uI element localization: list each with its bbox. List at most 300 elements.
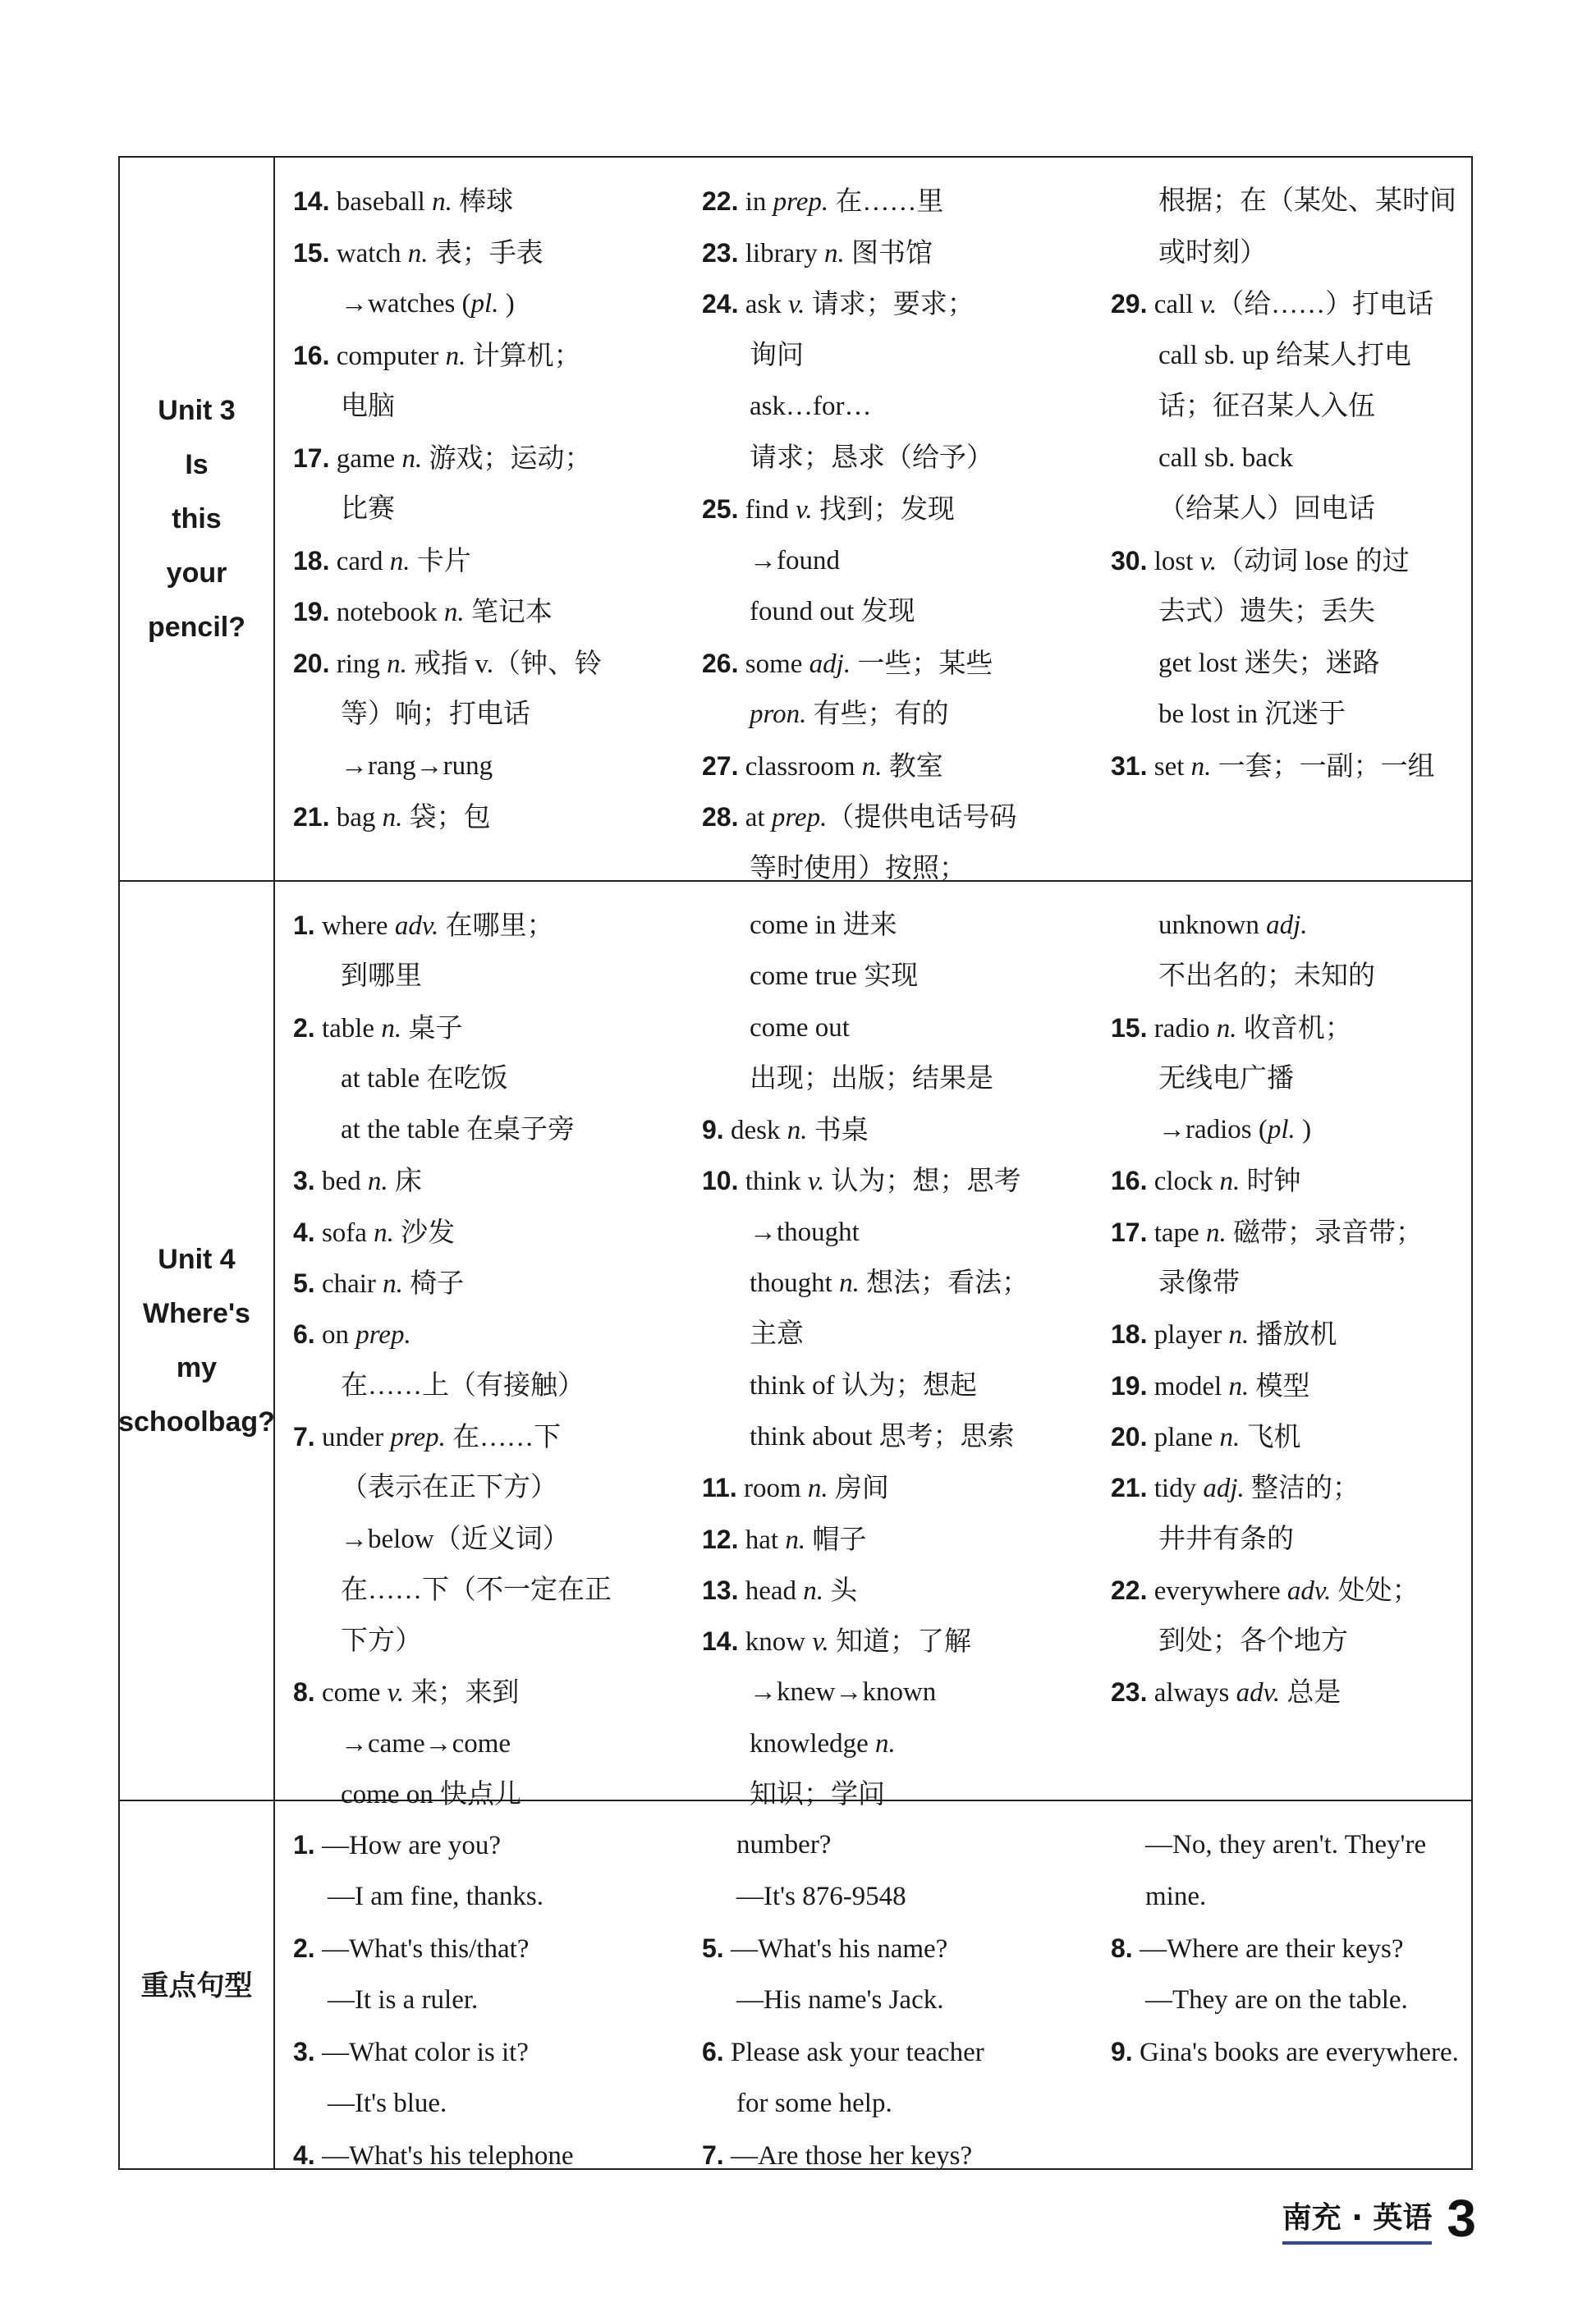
entry-line [702,484,1088,535]
entry-text: at the table 在桌子旁 [341,1115,576,1145]
entry-line [702,1104,1088,1155]
entry-line [293,1718,679,1769]
entry-number: 27. [702,750,739,781]
part-of-speech: n. [839,1268,860,1299]
entry-number: 3. [293,2037,315,2066]
entry-line [1111,689,1472,741]
row-label-line: Is [185,449,209,480]
entry-line [702,2078,1088,2130]
entry-line [1111,1819,1472,1871]
entry-number: 14. [293,186,330,216]
entry-number: 16. [1111,1166,1148,1196]
part-of-speech: adj. [1266,910,1308,940]
entry-line [293,791,679,843]
entry-meaning: 一套；一副；一组 [1211,751,1435,782]
key-sentences-row [120,1801,1471,2170]
entry-word: —How are you? [314,1831,502,1860]
entry-text: 电脑 [341,392,395,421]
row-label-line: Unit 3 [158,395,236,426]
entry-line [1111,1616,1472,1667]
entry-line [702,433,1088,484]
entry-line [702,1819,1088,1871]
entry-number: 17. [293,443,330,473]
entry-text: 等）响；打电话 [341,699,530,729]
entry-meaning: 帽子 [805,1525,867,1555]
part-of-speech: n. [807,1474,828,1504]
entry-word: in [738,187,773,217]
entry-number: 23. [1111,1677,1148,1708]
entry-line [702,1258,1088,1309]
entry-line [1111,433,1472,484]
entry-meaning: 游戏；运动； [422,443,592,474]
entry-text: （表示在正下方） [341,1473,557,1503]
entry-word: baseball [329,187,433,217]
part-of-speech: adj. [1203,1474,1245,1504]
entry-text: 主意 [750,1319,804,1350]
entry-word: library [738,238,824,268]
entry-meaning: 模型 [1249,1371,1310,1401]
entry-word: Gina's books are everywhere. [1132,2038,1459,2067]
entry-line [702,2026,1088,2078]
entry-line [702,1360,1088,1411]
part-of-speech: n. [374,1218,394,1248]
entry-number: 7. [702,2140,724,2170]
part-of-speech: n. [443,598,465,627]
footer-title: 南充 · 英语 [1282,2195,1433,2245]
entry-line [293,1104,679,1155]
entry-text: 知识；学问 [750,1780,885,1810]
entry-number: 9. [1111,2037,1133,2066]
entry-line [702,176,1088,227]
entry-line [1111,381,1472,433]
entry-word: —Where are their keys? [1132,1934,1404,1964]
entry-text: unknown [1158,910,1267,940]
entry-text: call sb. up 给某人打电 [1158,340,1411,370]
entry-line [702,2130,1088,2181]
part-of-speech: n. [875,1728,896,1759]
entry-number: 22. [1111,1575,1148,1605]
entry-word: room [736,1474,808,1504]
entry-number: 8. [1111,1933,1133,1963]
entry-line [293,638,679,690]
entry-text: think of 认为；想起 [750,1370,977,1401]
entry-line [702,638,1088,690]
entry-number: 18. [1111,1319,1148,1350]
entry-meaning: 在……里 [828,187,944,217]
part-of-speech: n. [401,443,423,474]
entry-word: ring [329,649,388,679]
entry-number: 16. [293,340,330,370]
entry-line [293,1974,679,2026]
part-of-speech: n. [389,546,410,576]
entry-text: 话；征召某人入伍 [1158,392,1375,421]
entry-line [293,330,679,382]
entry-line [1111,1155,1472,1206]
entry-line [293,1309,679,1360]
entry-word: lost [1147,546,1200,576]
entry-line [293,381,679,433]
entry-line [702,1462,1088,1513]
unit3-col1 [293,176,679,843]
row-label-line: my [176,1352,218,1383]
entry-text: →radios ( [1158,1115,1268,1145]
entry-meaning: 整洁的； [1244,1474,1360,1504]
entry-line [293,2130,679,2181]
part-of-speech: n. [1216,1013,1237,1043]
unit4-row [118,882,1471,1810]
entry-meaning: （动词 lose 的过 [1217,546,1410,576]
entry-meaning: 处处； [1331,1575,1419,1606]
sentences-col2 [702,1819,1088,2181]
entry-text: 井井有条的 [1158,1524,1294,1554]
part-of-speech: v. [387,1678,405,1708]
entry-meaning: （给……）打电话 [1217,290,1434,319]
entry-number: 22. [702,186,739,216]
entry-line [702,1053,1088,1104]
entry-meaning: 磁带；录音带； [1226,1218,1423,1248]
entry-number: 13. [702,1575,739,1605]
row-label-line: 重点句型 [140,1969,253,2002]
entry-number: 28. [702,802,739,832]
entry-number: 26. [702,648,739,678]
entry-meaning: 在哪里； [438,911,554,941]
entry-meaning: 床 [388,1167,422,1197]
entry-number: 21. [1111,1473,1148,1503]
entry-line [293,1565,679,1616]
entry-meaning: ) [498,289,515,319]
entry-meaning: 一些；某些 [851,649,993,679]
part-of-speech: v. [1199,546,1218,576]
entry-word: find [738,495,796,525]
entry-word: under [314,1422,391,1452]
entry-word: hat [738,1525,786,1555]
entry-text: thought [750,1268,840,1299]
entry-word: desk [723,1116,787,1146]
entry-word: sofa [314,1218,374,1248]
entry-line [293,689,679,741]
entry-text: 录像带 [1158,1268,1240,1299]
entry-number: 20. [1111,1421,1148,1452]
entry-line [702,1411,1088,1462]
entry-line [702,1871,1088,1923]
entry-number: 1. [293,910,315,940]
entry-text: come on 快点儿 [341,1780,521,1810]
entry-number: 6. [702,2037,724,2066]
entry-line [702,586,1088,638]
entry-word: call [1147,290,1200,319]
entry-line [293,2078,679,2130]
entry-line [1111,900,1472,951]
entry-word: computer [329,341,446,371]
part-of-speech: n. [381,1013,402,1043]
entry-text: for some help. [736,2089,892,2118]
part-of-speech: n. [1219,1422,1241,1452]
entry-word: card [329,546,390,576]
entry-number: 19. [1111,1370,1148,1401]
entry-word: some [738,649,809,679]
entry-number: 25. [702,494,739,524]
entry-text: —His name's Jack. [736,1985,944,2015]
entry-line [702,1514,1088,1565]
entry-line [1111,176,1472,227]
unit4-label [120,882,275,1800]
entry-word: clock [1147,1167,1220,1197]
entry-word: —What's his name? [723,1934,948,1964]
entry-meaning: 书桌 [807,1116,869,1146]
entry-number: 6. [293,1319,315,1350]
entry-word: chair [314,1269,383,1300]
unit4-col3 [1111,900,1472,1718]
entry-number: 23. [702,237,739,268]
entry-line [293,1360,679,1411]
unit4-col2 [702,900,1088,1820]
entry-line [702,1155,1088,1206]
entry-number: 24. [702,289,739,319]
entry-text: →thought [750,1217,860,1247]
entry-text: 根据；在（某处、某时间 [1158,186,1456,216]
entry-meaning: 椅子 [402,1269,465,1300]
row-label-line: your [166,557,227,589]
entry-meaning: 收音机； [1236,1013,1352,1043]
entry-word: tidy [1147,1474,1204,1504]
entry-text: found out 发现 [750,597,915,626]
unit3-row [120,158,1471,882]
entry-word: player [1147,1320,1229,1351]
entry-number: 4. [293,2140,315,2170]
entry-text: —It's blue. [328,2089,447,2118]
entry-line [293,227,679,279]
entry-meaning: 教室 [882,751,943,782]
entry-line [1111,1514,1472,1565]
part-of-speech: n. [1205,1218,1227,1248]
key-sentences-label [120,1801,275,2170]
entry-word: radio [1147,1013,1217,1043]
entry-line [1111,1974,1472,2026]
entry-meaning: （提供电话号码 [827,803,1017,832]
part-of-speech: prep. [355,1320,411,1351]
entry-line [702,741,1088,792]
part-of-speech: n. [367,1167,388,1197]
entry-text: →rang→rung [341,750,493,781]
entry-line [293,900,679,951]
entry-meaning: 戒指 v.（钟、铃 [406,649,603,679]
part-of-speech: prep. [773,187,829,217]
entry-meaning: 在……下 [445,1422,562,1452]
entry-meaning: 计算机； [466,341,581,371]
entry-line [1111,1667,1472,1718]
entry-text: 无线电广播 [1158,1063,1294,1094]
entry-line [293,176,679,227]
entry-word: bag [329,803,383,832]
entry-number: 14. [702,1626,739,1657]
entry-line [1111,1462,1472,1513]
entry-meaning: 飞机 [1240,1422,1301,1452]
entry-text: 在……上（有接触） [341,1370,585,1401]
entry-text: call sb. back [1158,443,1294,473]
entry-line [293,1207,679,1258]
entry-line [1111,1871,1472,1923]
part-of-speech: pl. [1267,1115,1296,1145]
part-of-speech: n. [383,1269,403,1300]
part-of-speech: n. [785,1525,806,1555]
entry-line [1111,951,1472,1002]
part-of-speech: prep. [390,1422,446,1452]
entry-line [293,1514,679,1565]
entry-text: —I am fine, thanks. [328,1882,544,1911]
entry-text: number? [736,1830,832,1860]
part-of-speech: n. [787,1116,808,1146]
entry-line [293,1923,679,1974]
row-label-line: pencil? [147,612,246,643]
entry-line [293,535,679,587]
entry-meaning: 桌子 [401,1013,463,1043]
entry-line [702,330,1088,382]
entry-meaning: 请求；要求； [805,290,975,319]
entry-text: —They are on the table. [1145,1985,1408,2015]
entry-line [293,1819,679,1871]
entry-line [702,1616,1088,1667]
entry-number: 29. [1111,289,1148,319]
page-footer [1282,2189,1476,2248]
unit4-col1 [293,900,679,1820]
entry-meaning: 找到；发现 [812,495,955,525]
part-of-speech: v. [796,495,813,525]
entry-line [1111,330,1472,382]
entry-text: →below（近义词） [341,1524,570,1554]
part-of-speech: n. [803,1575,824,1606]
unit3-col3 [1111,176,1472,791]
entry-meaning: 卡片 [410,546,471,576]
entry-word: know [738,1627,813,1658]
entry-text: at table 在吃饭 [341,1063,508,1094]
entry-line [1111,1258,1472,1309]
entry-line [1111,1565,1472,1616]
entry-word: —Are those her keys? [723,2141,973,2171]
entry-word: game [329,443,402,474]
entry-line [702,791,1088,843]
entry-meaning: ) [1295,1115,1312,1145]
entry-meaning: 认为；想；思考 [824,1167,1021,1197]
entry-meaning: 有些；有的 [806,699,949,729]
entry-line [702,1309,1088,1360]
entry-text: come out [750,1012,850,1043]
part-of-speech: adv. [1286,1575,1332,1606]
entry-number: 30. [1111,545,1148,576]
entry-meaning: 沙发 [393,1218,456,1248]
entry-word: set [1147,751,1191,782]
entry-text: —It's 876-9548 [736,1882,906,1911]
entry-text: 不出名的；未知的 [1158,961,1375,992]
entry-line [1111,2026,1472,2078]
entry-meaning: 房间 [828,1474,889,1504]
part-of-speech: adv. [1236,1678,1281,1708]
entry-word: at [738,803,772,832]
entry-number: 15. [1111,1012,1148,1043]
entry-text: 在……下（不一定在正 [341,1575,612,1605]
entry-text: —No, they aren't. They're [1145,1830,1427,1860]
part-of-speech: n. [382,803,403,832]
entry-line [293,1155,679,1206]
entry-line [702,381,1088,433]
part-of-speech: n. [1190,751,1212,782]
entry-line [702,227,1088,279]
entry-line [293,951,679,1002]
sentences-col3 [1111,1819,1472,2078]
entry-word: —What color is it? [314,2038,529,2067]
row-label-line: schoolbag? [118,1406,275,1438]
entry-line [1111,1309,1472,1360]
unit3-col2 [702,176,1088,894]
entry-line [293,484,679,535]
entry-text: knowledge [750,1728,876,1759]
entry-text: ask…for… [750,392,872,421]
part-of-speech: n. [823,238,845,268]
entry-line [702,535,1088,587]
entry-line [1111,1104,1472,1155]
entry-number: 10. [702,1166,739,1196]
entry-line [293,1411,679,1462]
entry-word: model [1147,1371,1229,1401]
entry-line [1111,227,1472,279]
entry-text: —It is a ruler. [328,1985,479,2015]
entry-line [702,1207,1088,1258]
entry-line [293,1258,679,1309]
entry-word: ask [738,290,788,319]
entry-text: get lost 迷失；迷路 [1158,648,1380,678]
entry-text: 下方） [341,1626,422,1657]
entry-word: —What's this/that? [314,1934,530,1964]
entry-text: be lost in 沉迷于 [1158,699,1346,729]
entry-line [702,1974,1088,2026]
part-of-speech: pron. [750,699,807,729]
entry-number: 11. [702,1473,737,1503]
entry-line [1111,586,1472,638]
entry-text: 比赛 [341,494,395,524]
entry-line [702,951,1088,1002]
entry-meaning: 总是 [1280,1678,1341,1708]
entry-line [1111,741,1472,792]
part-of-speech: v. [1199,290,1218,319]
entry-number: 4. [293,1217,315,1247]
unit3-label [120,158,275,880]
entry-line [1111,535,1472,587]
entry-word: think [738,1167,808,1197]
part-of-speech: n. [1228,1371,1250,1401]
entry-word: on [314,1320,356,1351]
entry-word: always [1147,1678,1236,1708]
entry-meaning: 笔记本 [464,598,553,627]
entry-text: 请求；恳求（给予） [750,443,993,473]
entry-text: 出现；出版；结果是 [750,1063,993,1094]
entry-line [293,1871,679,1923]
entry-line [1111,1002,1472,1053]
entry-text: come in 进来 [750,910,897,940]
entry-number: 1. [293,1830,315,1860]
entry-word: everywhere [1147,1575,1287,1606]
entry-line [1111,1923,1472,1974]
part-of-speech: v. [787,290,805,319]
entry-number: 31. [1111,750,1148,781]
entry-line [293,1667,679,1718]
entry-line [293,741,679,792]
entry-text: think about 思考；思索 [750,1421,1015,1452]
entry-number: 20. [293,648,330,678]
entry-line [702,1923,1088,1974]
entry-line [1111,278,1472,330]
part-of-speech: adv. [394,911,439,941]
entry-word: —What's his telephone [314,2141,574,2171]
part-of-speech: n. [861,751,883,782]
